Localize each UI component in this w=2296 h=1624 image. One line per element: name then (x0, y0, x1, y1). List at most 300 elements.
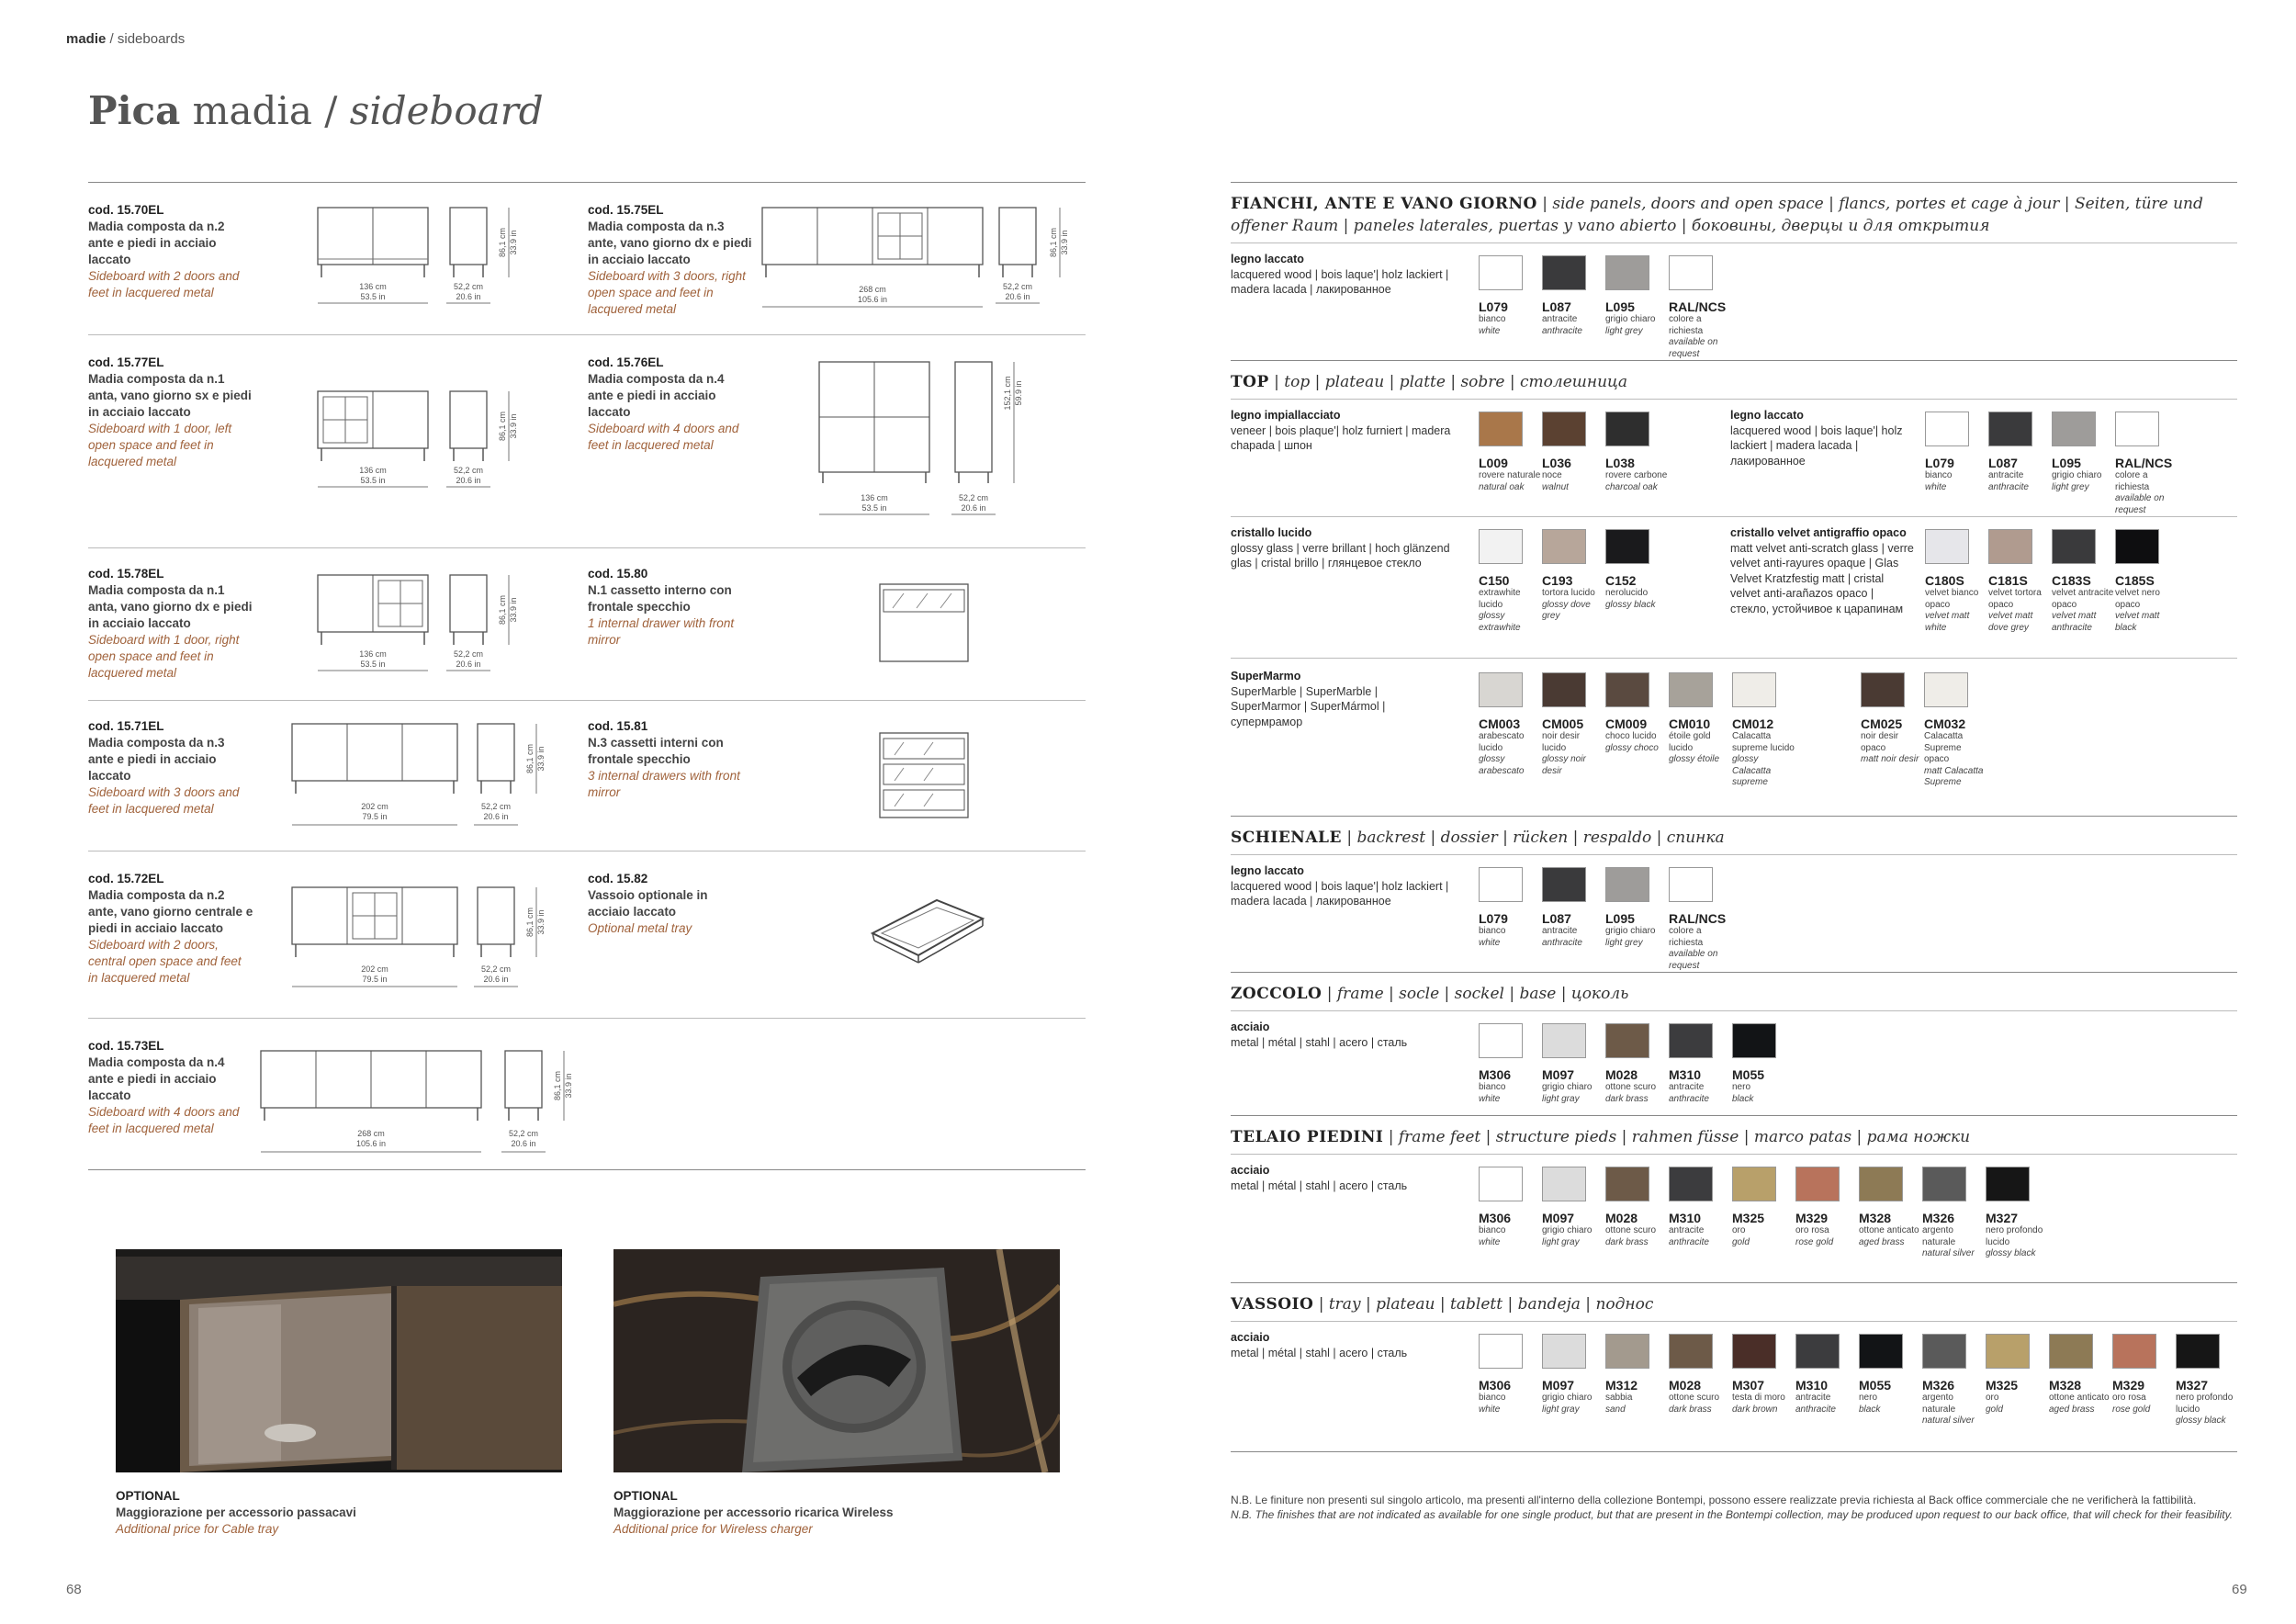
swatch-code: M055 (1859, 1378, 1892, 1393)
swatch-code: M326 (1922, 1211, 1955, 1225)
swatch-color-chip (2049, 1334, 2093, 1369)
swatch-label-en: white (1479, 937, 1501, 948)
swatch-l095[interactable] (2052, 412, 2114, 493)
swatch-color-chip (1924, 672, 1968, 707)
swatch-code: M055 (1732, 1067, 1765, 1082)
swatch-label-it: nero (1859, 1393, 1878, 1403)
swatch-l095[interactable] (1605, 255, 1668, 337)
swatch-c183s[interactable] (2052, 529, 2114, 634)
swatch-label-en: natural silver (1922, 1415, 1975, 1426)
group-acciaio-telaio: acciaio metal | métal | stahl | acero | сталь (1231, 1164, 1408, 1192)
swatch-label-it: grigio chiaro (1605, 926, 1656, 936)
swatch-code: L095 (1605, 911, 1635, 926)
section-schienale: SCHIENALE | backrest | dossier | rücken | respaldo | спинка (1231, 829, 1725, 847)
section-zoccolo: ZOCCOLO | frame | socle | sockel | base | цоколь (1231, 985, 1629, 1003)
divider (1231, 972, 2237, 973)
swatch-color-chip (1605, 412, 1649, 446)
swatch-code: L009 (1479, 456, 1508, 470)
divider (88, 182, 1086, 183)
swatch-code: C180S (1925, 573, 1964, 588)
swatch-color-chip (1669, 1167, 1713, 1201)
swatch-label-it: oro (1732, 1225, 1746, 1235)
swatch-m097[interactable] (1542, 1334, 1604, 1415)
swatch-color-chip (1986, 1167, 2030, 1201)
swatch-color-chip (1925, 412, 1969, 446)
divider (1231, 854, 2237, 855)
svg-text:53.5 in: 53.5 in (360, 476, 386, 485)
swatch-label-en: light gray (1542, 1404, 1580, 1415)
group-cristallo-velvet: cristallo velvet antigraffio opaco matt velvet anti-scratch glass | verre velvet anti-rayures opaque | Glas Velvet Kratzfestig matt | cristal velvet anti-arañazos opaco | стекло, устойчивое к царапинам (1730, 526, 1914, 615)
swatch-code: CM005 (1542, 716, 1584, 731)
swatch-code: RAL/NCS (1669, 911, 1727, 926)
swatch-l079[interactable] (1479, 867, 1541, 949)
swatch-c193[interactable] (1542, 529, 1604, 623)
swatch-color-chip (1479, 255, 1523, 290)
swatch-c152[interactable] (1605, 529, 1668, 611)
swatch-code: C193 (1542, 573, 1573, 588)
group-legno-laccato: legno laccato lacquered wood | bois laque'| holz lackiert | madera lacada | лакированное (1231, 253, 1449, 296)
svg-text:53.5 in: 53.5 in (360, 292, 386, 301)
swatch-color-chip (1669, 255, 1713, 290)
swatch-cm012[interactable] (1732, 672, 1795, 789)
swatch-code: CM010 (1669, 716, 1711, 731)
cable-tray-caption: OPTIONAL Maggiorazione per accessorio passacavi Additional price for Cable tray (116, 1489, 356, 1536)
svg-text:20.6 in: 20.6 in (511, 1139, 536, 1148)
swatch-code: M097 (1542, 1067, 1575, 1082)
swatch-label-en: velvet matt white (1925, 611, 1970, 633)
swatch-l087[interactable] (1542, 255, 1604, 337)
swatch-label-it: colore a richiesta (1669, 926, 1704, 948)
swatch-code: L079 (1925, 456, 1954, 470)
divider (1231, 360, 2237, 361)
divider (1231, 1451, 2237, 1452)
swatch-label-it: bianco (1479, 1393, 1506, 1403)
product-15-77el: cod. 15.77EL Madia composta da n.1 anta, vano giorno sx e piedi in acciaio laccato Sideboard with 1 door, left open space and feet in lacquered metal (88, 355, 252, 468)
swatch-m325[interactable] (1986, 1334, 2048, 1415)
swatch-label-en: glossy Calacatta supreme (1732, 754, 1772, 787)
swatch-m310[interactable] (1669, 1023, 1731, 1105)
swatch-label-en: light gray (1542, 1093, 1580, 1104)
divider (1231, 1154, 2237, 1155)
swatch-label-en: rose gold (1795, 1236, 1834, 1247)
swatch-m306[interactable] (1479, 1023, 1541, 1105)
swatch-label-it: ottone anticato (2049, 1393, 2110, 1403)
swatch-color-chip (1986, 1334, 2030, 1369)
swatch-code: C150 (1479, 573, 1510, 588)
svg-text:86,1 cm: 86,1 cm (553, 1070, 562, 1101)
section-vassoio: VASSOIO | tray | plateau | tablett | bandeja | поднос (1231, 1295, 1654, 1314)
divider (1231, 399, 2237, 400)
swatch-label-it: arabescato lucido (1479, 731, 1525, 753)
swatch-m329[interactable] (1795, 1167, 1858, 1248)
swatch-label-it: bianco (1925, 470, 1953, 480)
swatch-m328[interactable] (1859, 1167, 1921, 1248)
svg-text:136 cm: 136 cm (861, 493, 888, 502)
drawer-15-80-drawing (872, 577, 974, 669)
swatch-m310[interactable] (1795, 1334, 1858, 1415)
swatch-c150[interactable] (1479, 529, 1541, 634)
swatch-code: L079 (1479, 299, 1508, 314)
swatch-label-it: velvet bianco opaco (1925, 588, 1979, 610)
swatch-code: M310 (1669, 1067, 1702, 1082)
divider (1231, 1010, 2237, 1011)
swatch-label-it: tortora lucido (1542, 588, 1595, 598)
swatch-label-en: glossy black (2176, 1415, 2226, 1426)
svg-text:136 cm: 136 cm (359, 282, 387, 291)
swatch-code: L079 (1479, 911, 1508, 926)
swatch-label-en: light grey (1605, 937, 1643, 948)
swatch-label-it: noir desir lucido (1542, 731, 1581, 753)
swatch-label-it: antracite (1542, 926, 1578, 936)
swatch-color-chip (1669, 1023, 1713, 1058)
swatch-cm032[interactable] (1924, 672, 1986, 789)
swatch-code: M306 (1479, 1211, 1512, 1225)
sideboard-15-78el-drawing (303, 560, 551, 680)
swatch-code: L087 (1542, 299, 1571, 314)
swatch-ral-ncs[interactable] (1669, 867, 1731, 972)
swatch-label-it: colore a richiesta (1669, 314, 1704, 336)
swatch-color-chip (2176, 1334, 2220, 1369)
finishes-note: N.B. Le finiture non presenti sul singolo articolo, ma presenti all'interno della collezione Bontempi, possono essere realizzate previa richiesta al Back office commerciale che ne verificherà la fattibilità. N.B. The finishes that are not indicated as available for one single product, but that are present in the Bontempi collection, may be produced upon request to our back office, that will check for their feasibility. (1231, 1494, 2234, 1521)
swatch-label-en: anthracite (1988, 481, 2029, 492)
section-fianchi: FIANCHI, ANTE E VANO GIORNO | side panels, doors and open space | flancs, portes et cage à jour | Seiten, türe und offener Raum | paneles laterales, puertas y vano abierto | боковины, дверцы и для открытия (1231, 195, 2203, 235)
product-15-81: cod. 15.81 N.3 cassetti interni con frontale specchio 3 internal drawers with front mirror (588, 719, 740, 799)
sideboard-15-70el-drawing (303, 193, 551, 312)
swatch-label-en: black (1732, 1093, 1754, 1104)
swatch-color-chip (1669, 867, 1713, 902)
swatch-color-chip (2052, 412, 2096, 446)
swatch-label-it: extrawhite lucido (1479, 588, 1521, 610)
swatch-color-chip (1542, 867, 1586, 902)
svg-text:105.6 in: 105.6 in (355, 1139, 387, 1148)
swatch-label-it: rovere naturale (1479, 470, 1541, 480)
swatch-label-en: rose gold (2112, 1404, 2151, 1415)
swatch-label-en: gold (1986, 1404, 2003, 1415)
product-15-75el: cod. 15.75EL Madia composta da n.3 ante, vano giorno dx e piedi in acciaio laccato Sideboard with 3 doors, right open space and feet in lacquered metal (588, 203, 752, 316)
swatch-color-chip (1542, 412, 1586, 446)
svg-text:105.6 in: 105.6 in (857, 295, 888, 304)
swatch-cm009[interactable] (1605, 672, 1668, 754)
svg-text:79.5 in: 79.5 in (362, 812, 388, 821)
swatch-color-chip (1922, 1167, 1966, 1201)
swatch-color-chip (1542, 1167, 1586, 1201)
swatch-label-en: velvet matt black (2115, 611, 2160, 633)
swatch-label-it: velvet antracite opaco (2052, 588, 2114, 610)
swatch-code: M097 (1542, 1211, 1575, 1225)
svg-text:52,2 cm: 52,2 cm (453, 282, 484, 291)
swatch-code: M328 (1859, 1211, 1892, 1225)
svg-text:53.5 in: 53.5 in (861, 503, 887, 513)
swatch-label-it: sabbia (1605, 1393, 1633, 1403)
divider (88, 547, 1086, 548)
svg-text:33.9 in: 33.9 in (509, 413, 518, 439)
swatch-label-en: glossy dove grey (1542, 599, 1591, 621)
divider (1231, 516, 2237, 517)
swatch-label-en: anthracite (1669, 1093, 1709, 1104)
swatch-color-chip (1542, 529, 1586, 564)
swatch-cm010[interactable] (1669, 672, 1731, 766)
swatch-cm005[interactable] (1542, 672, 1604, 777)
swatch-label-en: available on request (2115, 493, 2165, 515)
swatch-color-chip (1479, 529, 1523, 564)
swatch-code: CM009 (1605, 716, 1648, 731)
divider (1231, 1321, 2237, 1322)
swatch-color-chip (2115, 529, 2159, 564)
cable-tray-photo (116, 1249, 562, 1472)
swatch-l079[interactable] (1479, 255, 1541, 337)
swatch-label-it: grigio chiaro (1542, 1082, 1593, 1092)
swatch-code: M326 (1922, 1378, 1955, 1393)
swatch-color-chip (1479, 672, 1523, 707)
swatch-code: L087 (1988, 456, 2018, 470)
svg-text:136 cm: 136 cm (359, 466, 387, 475)
swatch-label-en: glossy black (1986, 1248, 2036, 1258)
swatch-color-chip (1732, 1334, 1776, 1369)
swatch-l036[interactable] (1542, 412, 1604, 493)
divider (1231, 816, 2237, 817)
swatch-cm025[interactable] (1861, 672, 1923, 766)
breadcrumb[interactable]: madie / sideboards (66, 31, 186, 47)
svg-text:136 cm: 136 cm (359, 649, 387, 659)
swatch-m097[interactable] (1542, 1023, 1604, 1105)
swatch-color-chip (1732, 1167, 1776, 1201)
svg-text:52,2 cm: 52,2 cm (480, 964, 512, 974)
svg-text:86,1 cm: 86,1 cm (525, 907, 535, 938)
swatch-code: C181S (1988, 573, 2028, 588)
swatch-code: M329 (1795, 1211, 1829, 1225)
swatch-color-chip (1479, 1334, 1523, 1369)
swatch-ral-ncs[interactable] (2115, 412, 2178, 516)
svg-text:86,1 cm: 86,1 cm (1049, 227, 1058, 258)
divider (88, 1169, 1086, 1170)
swatch-label-it: nero (1732, 1082, 1751, 1092)
swatch-code: M306 (1479, 1378, 1512, 1393)
swatch-color-chip (1542, 255, 1586, 290)
swatch-m328[interactable] (2049, 1334, 2111, 1415)
swatch-color-chip (1605, 672, 1649, 707)
svg-text:52,2 cm: 52,2 cm (958, 493, 989, 502)
swatch-code: M328 (2049, 1378, 2082, 1393)
swatch-code: RAL/NCS (1669, 299, 1727, 314)
svg-text:86,1 cm: 86,1 cm (498, 411, 507, 442)
swatch-label-en: light grey (2052, 481, 2089, 492)
swatch-m055[interactable] (1732, 1023, 1795, 1105)
swatch-ral-ncs[interactable] (1669, 255, 1731, 360)
swatch-l095[interactable] (1605, 867, 1668, 949)
swatch-label-it: Calacatta supreme lucido (1732, 731, 1795, 753)
product-15-73el: cod. 15.73EL Madia composta da n.4 ante e piedi in acciaio laccato Sideboard with 4 doors and feet in lacquered metal (88, 1039, 240, 1135)
svg-text:52,2 cm: 52,2 cm (480, 802, 512, 811)
swatch-label-en: anthracite (1795, 1404, 1836, 1415)
swatch-m326[interactable] (1922, 1334, 1985, 1427)
swatch-code: M310 (1795, 1378, 1829, 1393)
swatch-label-en: glossy extrawhite (1479, 611, 1521, 633)
svg-text:20.6 in: 20.6 in (456, 292, 481, 301)
swatch-cm003[interactable] (1479, 672, 1541, 777)
swatch-m306[interactable] (1479, 1167, 1541, 1248)
swatch-label-it: grigio chiaro (1542, 1393, 1593, 1403)
swatch-c181s[interactable] (1988, 529, 2051, 634)
swatch-code: M028 (1605, 1211, 1638, 1225)
svg-text:268 cm: 268 cm (357, 1129, 385, 1138)
swatch-code: L095 (1605, 299, 1635, 314)
swatch-color-chip (1795, 1334, 1840, 1369)
swatch-color-chip (1988, 529, 2032, 564)
swatch-m307[interactable] (1732, 1334, 1795, 1415)
swatch-code: RAL/NCS (2115, 456, 2173, 470)
swatch-label-it: bianco (1479, 1225, 1506, 1235)
swatch-code: M306 (1479, 1067, 1512, 1082)
swatch-c185s[interactable] (2115, 529, 2178, 634)
product-15-80: cod. 15.80 N.1 cassetto interno con frontale specchio 1 internal drawer with front mirror (588, 567, 735, 647)
swatch-label-it: bianco (1479, 1082, 1506, 1092)
swatch-label-it: grigio chiaro (1605, 314, 1656, 324)
swatch-label-en: dark brown (1732, 1404, 1778, 1415)
swatch-label-en: light grey (1605, 325, 1643, 336)
swatch-l087[interactable] (1988, 412, 2051, 493)
swatch-m326[interactable] (1922, 1167, 1985, 1260)
swatch-label-it: ottone scuro (1669, 1393, 1720, 1403)
swatch-color-chip (1669, 672, 1713, 707)
svg-text:33.9 in: 33.9 in (536, 909, 546, 935)
group-acciaio-zoccolo: acciaio metal | métal | stahl | acero | сталь (1231, 1021, 1408, 1049)
swatch-l009[interactable] (1479, 412, 1541, 493)
svg-text:20.6 in: 20.6 in (456, 660, 481, 669)
swatch-label-en: anthracite (1542, 937, 1582, 948)
swatch-m028[interactable] (1669, 1334, 1731, 1415)
swatch-label-it: ottone scuro (1605, 1225, 1657, 1235)
swatch-code: M028 (1669, 1378, 1702, 1393)
wireless-charger-caption: OPTIONAL Maggiorazione per accessorio ricarica Wireless Additional price for Wireless charger (613, 1489, 894, 1536)
swatch-label-en: white (1479, 325, 1501, 336)
product-15-76el: cod. 15.76EL Madia composta da n.4 ante e piedi in acciaio laccato Sideboard with 4 doors and feet in lacquered metal (588, 355, 739, 452)
swatch-label-en: walnut (1542, 481, 1569, 492)
swatch-color-chip (1605, 255, 1649, 290)
drawers-15-81-drawing (872, 729, 974, 821)
swatch-m028[interactable] (1605, 1023, 1668, 1105)
swatch-code: M307 (1732, 1378, 1765, 1393)
swatch-label-en: natural silver (1922, 1248, 1975, 1258)
swatch-m312[interactable] (1605, 1334, 1668, 1415)
page-number-left: 68 (66, 1582, 82, 1597)
product-15-82: cod. 15.82 Vassoio optionale in acciaio laccato Optional metal tray (588, 872, 708, 935)
swatch-label-en: glossy étoile (1669, 754, 1720, 764)
swatch-code: M327 (1986, 1211, 2019, 1225)
swatch-c180s[interactable] (1925, 529, 1987, 634)
swatch-label-en: gold (1732, 1236, 1750, 1247)
swatch-color-chip (2112, 1334, 2156, 1369)
section-telaio: TELAIO PIEDINI | frame feet | structure pieds | rahmen füsse | marco patas | рама ножки (1231, 1128, 1971, 1146)
swatch-label-it: choco lucido (1605, 731, 1657, 741)
swatch-m327[interactable] (1986, 1167, 2048, 1260)
swatch-code: M325 (1986, 1378, 2019, 1393)
swatch-m329[interactable] (2112, 1334, 2175, 1415)
swatch-color-chip (1479, 1023, 1523, 1058)
group-legno-impiallacciato: legno impiallacciato veneer | bois plaque'| holz furniert | madera chapada | шпон (1231, 409, 1451, 452)
svg-text:20.6 in: 20.6 in (1005, 292, 1030, 301)
swatch-label-en: velvet matt anthracite (2052, 611, 2097, 633)
swatch-color-chip (1605, 1167, 1649, 1201)
swatch-label-it: grigio chiaro (2052, 470, 2102, 480)
swatch-label-it: ottone anticato (1859, 1225, 1919, 1235)
product-15-72el: cod. 15.72EL Madia composta da n.2 ante, vano giorno centrale e piedi in acciaio laccato Sideboard with 2 doors, central open space and feet in lacquered metal (88, 872, 253, 985)
swatch-label-it: velvet nero opaco (2115, 588, 2160, 610)
swatch-label-en: matt Calacatta Supreme (1924, 765, 1984, 787)
product-15-70el: cod. 15.70EL Madia composta da n.2 ante e piedi in acciaio laccato Sideboard with 2 doors and feet in lacquered metal (88, 203, 240, 299)
swatch-label-it: nero profondo lucido (2176, 1393, 2234, 1415)
swatch-color-chip (1988, 412, 2032, 446)
svg-text:20.6 in: 20.6 in (456, 476, 481, 485)
swatch-code: CM003 (1479, 716, 1521, 731)
swatch-label-en: charcoal oak (1605, 481, 1658, 492)
swatch-code: M325 (1732, 1211, 1765, 1225)
swatch-m327[interactable] (2176, 1334, 2238, 1427)
swatch-label-it: grigio chiaro (1542, 1225, 1593, 1235)
swatch-l038[interactable] (1605, 412, 1668, 493)
swatch-l079[interactable] (1925, 412, 1987, 493)
divider (88, 334, 1086, 335)
section-top: TOP | top | plateau | platte | sobre | столешница (1231, 373, 1628, 391)
divider (88, 700, 1086, 701)
svg-text:33.9 in: 33.9 in (509, 597, 518, 623)
divider (88, 1018, 1086, 1019)
swatch-label-it: nero profondo lucido (1986, 1225, 2043, 1247)
swatch-code: L095 (2052, 456, 2081, 470)
svg-text:20.6 in: 20.6 in (483, 812, 509, 821)
swatch-label-en: natural oak (1479, 481, 1525, 492)
svg-text:33.9 in: 33.9 in (1060, 230, 1069, 255)
swatch-m306[interactable] (1479, 1334, 1541, 1415)
swatch-label-it: ottone scuro (1605, 1082, 1657, 1092)
swatch-color-chip (1605, 867, 1649, 902)
swatch-code: L087 (1542, 911, 1571, 926)
product-15-78el: cod. 15.78EL Madia composta da n.1 anta, vano giorno dx e piedi in acciaio laccato Sideboard with 1 door, right open space and feet in lacquered metal (88, 567, 253, 680)
swatch-code: C185S (2115, 573, 2155, 588)
swatch-m325[interactable] (1732, 1167, 1795, 1248)
swatch-color-chip (1542, 1023, 1586, 1058)
svg-text:20.6 in: 20.6 in (483, 975, 509, 984)
product-15-71el: cod. 15.71EL Madia composta da n.3 ante e piedi in acciaio laccato Sideboard with 3 doors and feet in lacquered metal (88, 719, 240, 816)
swatch-m310[interactable] (1669, 1167, 1731, 1248)
svg-text:79.5 in: 79.5 in (362, 975, 388, 984)
sideboard-15-72el-drawing (285, 873, 579, 992)
swatch-code: CM025 (1861, 716, 1903, 731)
group-acciaio-vassoio: acciaio metal | métal | stahl | acero | сталь (1231, 1331, 1408, 1359)
swatch-label-it: antracite (1795, 1393, 1831, 1403)
swatch-label-en: glossy noir desir (1542, 754, 1586, 776)
swatch-code: M327 (2176, 1378, 2209, 1393)
swatch-label-en: white (1925, 481, 1947, 492)
swatch-code: C183S (2052, 573, 2091, 588)
swatch-code: CM012 (1732, 716, 1774, 731)
svg-text:86,1 cm: 86,1 cm (498, 227, 507, 258)
swatch-m028[interactable] (1605, 1167, 1668, 1248)
group-cristallo-lucido: cristallo lucido glossy glass | verre brillant | hoch glänzend glas | cristal brillo | глянцевое стекло (1231, 526, 1450, 570)
swatch-m097[interactable] (1542, 1167, 1604, 1248)
svg-text:52,2 cm: 52,2 cm (1002, 282, 1033, 291)
swatch-color-chip (1732, 672, 1776, 707)
swatch-color-chip (1479, 1167, 1523, 1201)
swatch-l087[interactable] (1542, 867, 1604, 949)
swatch-color-chip (2115, 412, 2159, 446)
swatch-color-chip (1732, 1023, 1776, 1058)
swatch-m055[interactable] (1859, 1334, 1921, 1415)
swatch-label-it: noir desir opaco (1861, 731, 1899, 753)
swatch-label-it: testa di moro (1732, 1393, 1785, 1403)
sideboard-15-73el-drawing (257, 1038, 597, 1157)
swatch-color-chip (1861, 672, 1905, 707)
svg-text:86,1 cm: 86,1 cm (498, 594, 507, 626)
